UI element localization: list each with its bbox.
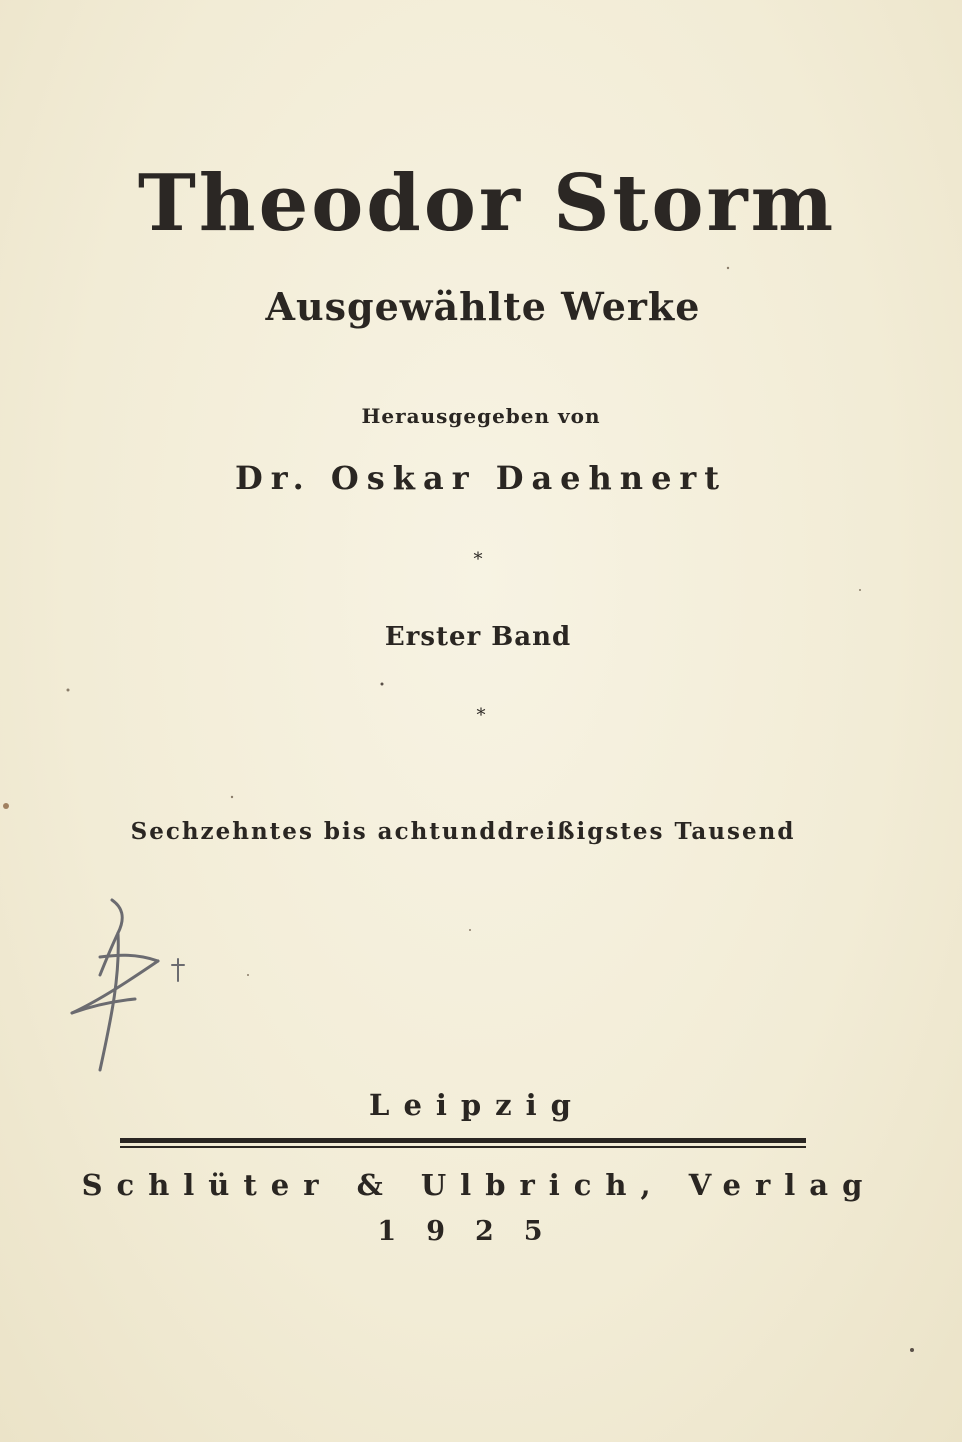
publication-year: 1925 xyxy=(377,1216,573,1247)
editor-name: Dr. Oskar Daehnert xyxy=(234,459,728,497)
ornament-star-top: * xyxy=(473,549,483,570)
author-name: Theodor Storm xyxy=(137,158,837,249)
subtitle: Ausgewählte Werke xyxy=(265,284,701,329)
edition-note: Sechzehntes bis achtunddreißigstes Tausend xyxy=(130,818,796,845)
editor-label: Herausgegeben von xyxy=(361,404,601,428)
publication-city: Leipzig xyxy=(369,1088,585,1122)
ornament-star-bottom: * xyxy=(476,705,486,726)
volume-label: Erster Band xyxy=(384,622,572,652)
publisher: Schlüter & Ulbrich, Verlag xyxy=(81,1168,877,1202)
